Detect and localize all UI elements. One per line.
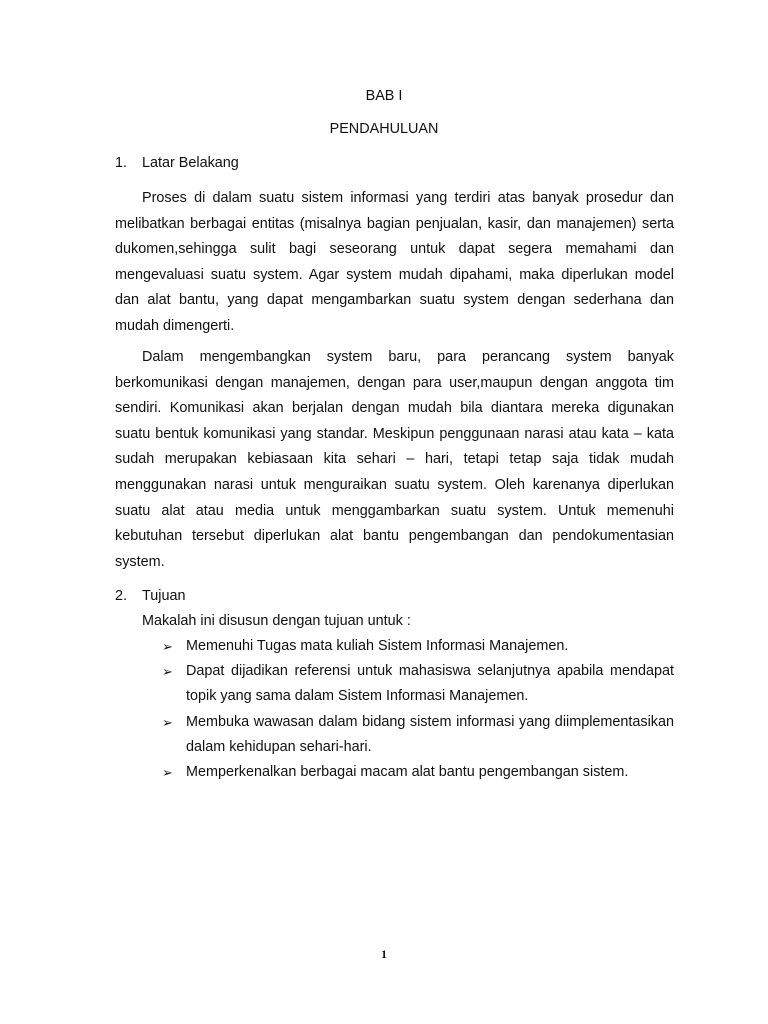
list-item-text: Membuka wawasan dalam bidang sistem informasi yang diimplementasikan dalam kehidupan sehari-hari. [186,713,674,755]
list-item-text: Memperkenalkan berbagai macam alat bantu pengembangan sistem. [186,764,629,781]
list-item [162,760,674,785]
paragraph: Dalam mengembangkan system baru, para perancang system banyak berkomunikasi dengan manajemen, dengan para user,maupun dengan anggota tim sendiri. Komunikasi akan berjalan dengan mudah bila diantara mereka digunakan suatu bentuk komunikasi yang standar. Meskipun penggunaan narasi atau kata – kata sudah merupakan kebiasaan kita sehari – hari, tetapi tetap saja tidak mudah menggunakan narasi untuk menguraikan suatu system. Oleh karenanya diperlukan suatu alat atau media untuk menggambarkan suatu system. Untuk memenuhi kebutuhan tersebut diperlukan alat bantu pengembangan dan pendokumentasian system. [115,349,674,570]
paragraph: Proses di dalam suatu sistem informasi yang terdiri atas banyak prosedur dan melibatkan berbagai entitas (misalnya bagian penjualan, kasir, dan manajemen) serta dukomen,sehingga sulit bagi seseorang untuk dapat segera memahami dan mengevaluasi suatu system. Agar system mudah dipahami, maka diperlukan model dan alat bantu, yang dapat mengambarkan suatu system dengan sederhana dan mudah dimengerti. [115,190,674,334]
chapter-label: BAB I [365,88,403,104]
list-item [162,634,674,659]
list-item [162,710,674,760]
section-title: Latar Belakang [142,155,239,171]
section-heading-tujuan [115,588,185,604]
section-number: 2. [115,588,128,604]
section-intro: Makalah ini disusun dengan tujuan untuk : [142,613,411,629]
arrow-bullet-icon: ➢ [162,664,173,680]
list-item-text: Dapat dijadikan referensi untuk mahasiswa selanjutnya apabila mendapat topik yang sama dalam Sistem Informasi Manajemen. [186,663,674,705]
chapter-title: PENDAHULUAN [329,121,439,137]
list-item [162,659,674,709]
arrow-bullet-icon: ➢ [162,639,173,654]
arrow-bullet-icon: ➢ [162,765,173,781]
list-item-text: Memenuhi Tugas mata kuliah Sistem Informasi Manajemen. [186,638,569,654]
section-title: Tujuan [142,588,186,604]
objectives-list [162,634,674,785]
arrow-bullet-icon: ➢ [162,714,173,730]
section-number: 1. [115,155,128,171]
section-heading-latar-belakang [115,155,239,171]
page-number: 1 [381,947,387,961]
